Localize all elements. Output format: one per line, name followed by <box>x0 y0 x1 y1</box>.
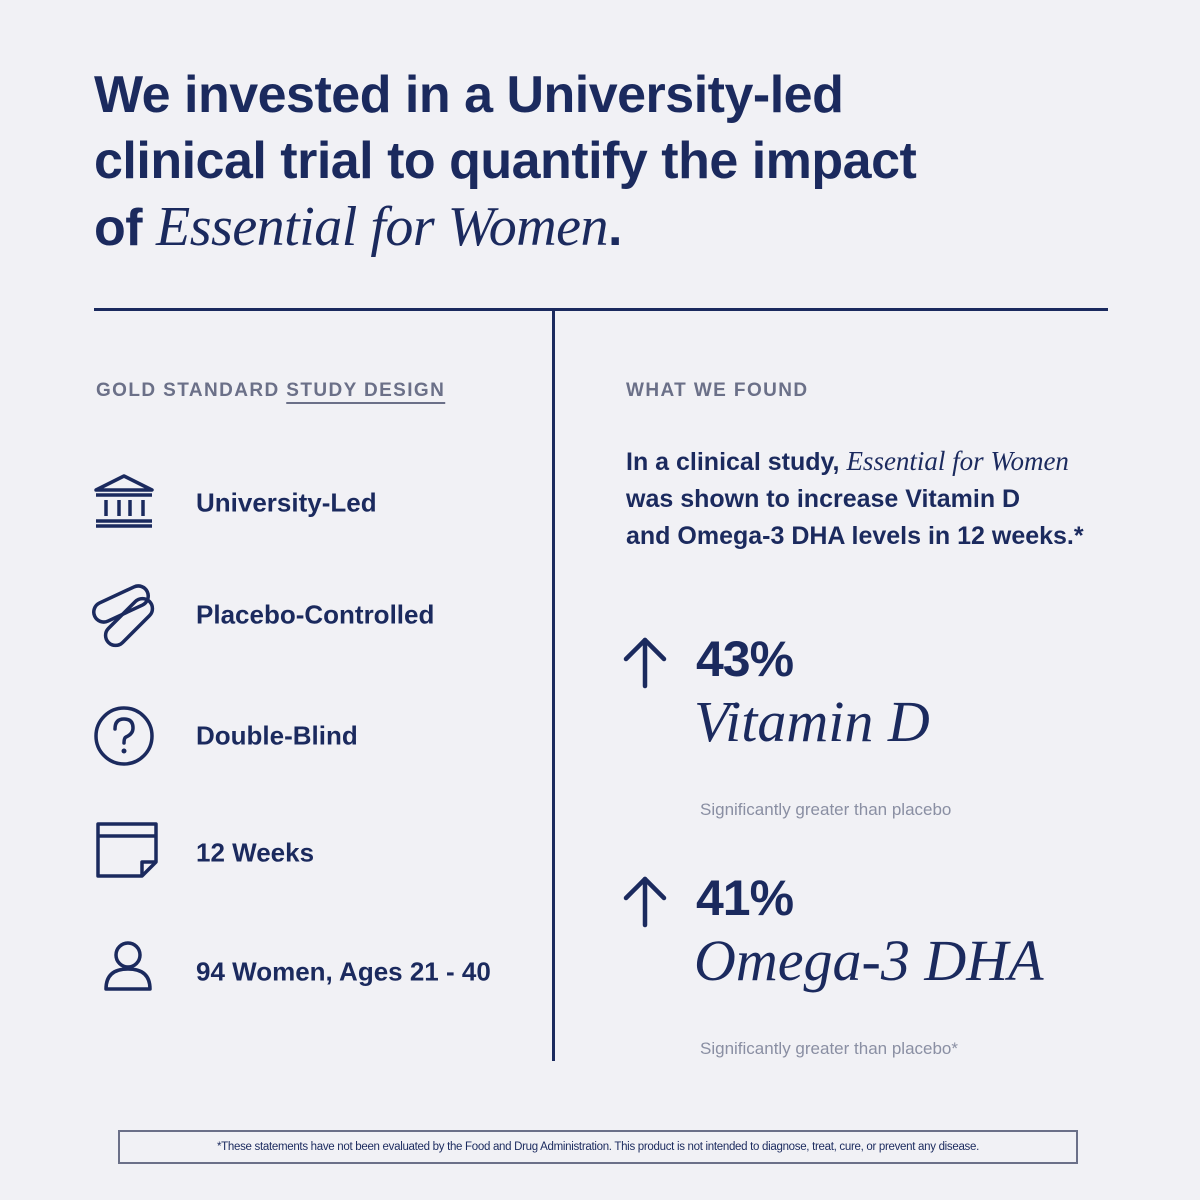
design-item-label: Placebo-Controlled <box>196 599 435 630</box>
study-design-label-prefix: GOLD STANDARD <box>96 380 287 401</box>
capsules-icon <box>90 580 160 650</box>
study-design-label <box>96 380 445 402</box>
design-item-participants <box>90 937 540 1007</box>
findings-label: WHAT WE FOUND <box>626 380 809 401</box>
horizontal-divider <box>94 308 1108 311</box>
arrow-up-icon <box>620 873 670 933</box>
stat-note: Significantly greater than placebo <box>700 800 952 819</box>
stat-nutrient: Omega-3 DHA <box>694 928 1044 993</box>
design-item-label: 94 Women, Ages 21 - 40 <box>196 956 491 987</box>
calendar-note-icon <box>90 818 160 888</box>
findings-intro-line-3: and Omega-3 DHA levels in 12 weeks.* <box>626 522 1084 550</box>
stat-percent: 43% <box>696 631 794 687</box>
stat-percent: 41% <box>696 870 794 926</box>
question-circle-icon <box>90 701 160 771</box>
design-item-university-led <box>90 468 540 538</box>
arrow-up-icon <box>620 634 670 694</box>
design-item-12-weeks <box>90 818 540 888</box>
design-item-label: 12 Weeks <box>196 837 315 868</box>
headline-line-1: We invested in a University-led <box>94 66 844 124</box>
headline <box>94 62 1094 261</box>
design-item-double-blind <box>90 701 540 771</box>
headline-line-2: clinical trial to quantify the impact <box>94 132 917 190</box>
stat-nutrient: Vitamin D <box>694 689 930 754</box>
design-item-label: Double-Blind <box>196 720 358 751</box>
person-icon <box>90 937 160 1007</box>
findings-intro-product: Essential for Women <box>846 446 1069 476</box>
headline-line-3-prefix: of <box>94 199 157 257</box>
vertical-divider <box>552 311 555 1061</box>
design-item-placebo-controlled <box>90 580 540 650</box>
findings-intro-line-2: was shown to increase Vitamin D <box>626 485 1021 513</box>
headline-product-name: Essential for Women <box>156 196 609 258</box>
findings-intro <box>626 443 1146 555</box>
fda-disclaimer: *These statements have not been evaluated by the Food and Drug Administration. This product is not intended to diagnose, treat, cure, or prevent any disease. <box>118 1130 1078 1164</box>
university-building-icon <box>90 468 160 538</box>
stat-note: Significantly greater than placebo* <box>700 1039 958 1058</box>
study-design-label-underlined: STUDY DESIGN <box>286 380 446 401</box>
findings-intro-prefix: In a clinical study, <box>626 448 847 476</box>
design-item-label: University-Led <box>196 487 377 518</box>
headline-period: . <box>608 199 622 257</box>
